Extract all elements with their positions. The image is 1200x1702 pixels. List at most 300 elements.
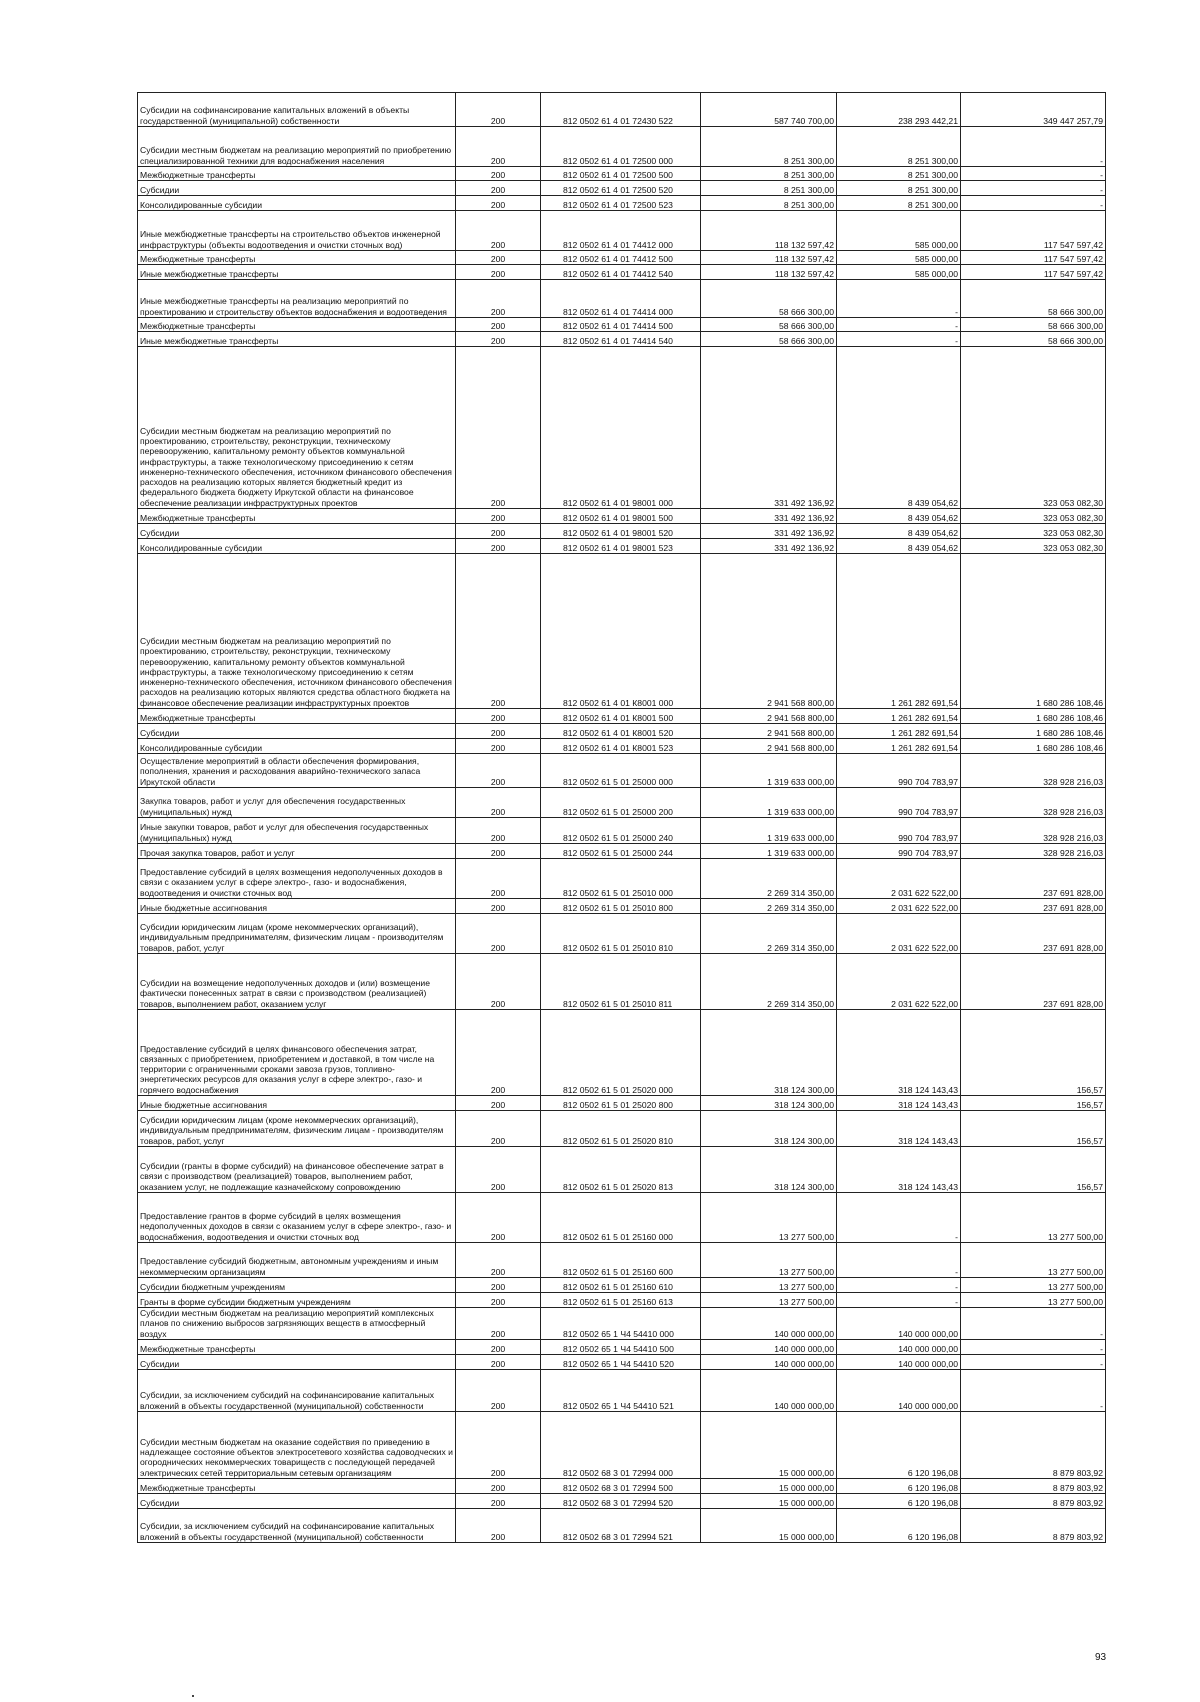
row-line-code: 200 (456, 1493, 541, 1508)
row-unexecuted-amount: 156,57 (961, 1111, 1106, 1147)
row-budget-code: 812 0502 61 4 01 К8001 523 (541, 739, 701, 754)
row-approved-amount: 318 124 300,00 (701, 1111, 837, 1147)
row-name: Межбюджетные трансферты (138, 318, 456, 332)
row-approved-amount: 331 492 136,92 (701, 347, 837, 509)
table-row (138, 332, 1106, 347)
row-budget-code: 812 0502 61 5 01 25160 600 (541, 1243, 701, 1278)
row-unexecuted-amount: 156,57 (961, 1096, 1106, 1111)
row-unexecuted-amount: 323 053 082,30 (961, 539, 1106, 554)
table-row (138, 1243, 1106, 1278)
row-executed-amount: 318 124 143,43 (837, 1111, 961, 1147)
row-name: Субсидии, за исключением субсидий на софинансирование капитальных вложений в объекты государственной (муниципальной) собственности (138, 1508, 456, 1542)
table-row (138, 754, 1106, 788)
row-name: Субсидии (138, 1493, 456, 1508)
row-name: Субсидии юридическим лицам (кроме некоммерческих организаций), индивидуальным предпринимателям, физическим лицам - производителям товаров, работ, услуг (138, 914, 456, 954)
row-name: Субсидии (гранты в форме субсидий) на финансовое обеспечение затрат в связи с производством (реализацией) товаров, выполнением работ, оказанием услуг, не подлежащие казначейскому сопровождению (138, 1147, 456, 1193)
row-name: Субсидии (138, 724, 456, 739)
row-executed-amount: - (837, 318, 961, 332)
row-approved-amount: 8 251 300,00 (701, 127, 837, 167)
row-budget-code: 812 0502 61 5 01 25000 240 (541, 818, 701, 844)
row-approved-amount: 2 269 314 350,00 (701, 899, 837, 914)
row-name: Межбюджетные трансферты (138, 1339, 456, 1354)
row-approved-amount: 318 124 300,00 (701, 1147, 837, 1193)
row-approved-amount: 2 269 314 350,00 (701, 954, 837, 1010)
scan-artifact (192, 1695, 194, 1697)
row-executed-amount: 140 000 000,00 (837, 1308, 961, 1340)
row-budget-code: 812 0502 61 4 01 98001 523 (541, 539, 701, 554)
row-budget-code: 812 0502 61 4 01 72430 522 (541, 93, 701, 127)
table-row (138, 539, 1106, 554)
row-executed-amount: 585 000,00 (837, 251, 961, 265)
row-executed-amount: 6 120 196,08 (837, 1411, 961, 1478)
row-approved-amount: 2 941 568 800,00 (701, 724, 837, 739)
table-row (138, 251, 1106, 265)
row-line-code: 200 (456, 332, 541, 347)
row-line-code: 200 (456, 181, 541, 196)
row-name: Межбюджетные трансферты (138, 1478, 456, 1493)
row-approved-amount: 15 000 000,00 (701, 1493, 837, 1508)
row-unexecuted-amount: 237 691 828,00 (961, 859, 1106, 899)
row-unexecuted-amount: 117 547 597,42 (961, 265, 1106, 280)
row-name: Консолидированные субсидии (138, 739, 456, 754)
row-approved-amount: 13 277 500,00 (701, 1193, 837, 1243)
row-name: Иные межбюджетные трансферты на реализацию мероприятий по проектированию и строительству объектов водоснабжения и водоотведения (138, 280, 456, 318)
row-name: Предоставление субсидий бюджетным, автономным учреждениям и иным некоммерческим организациям (138, 1243, 456, 1278)
row-unexecuted-amount: 58 666 300,00 (961, 280, 1106, 318)
row-budget-code: 812 0502 61 4 01 98001 000 (541, 347, 701, 509)
row-approved-amount: 2 269 314 350,00 (701, 914, 837, 954)
row-approved-amount: 1 319 633 000,00 (701, 818, 837, 844)
row-executed-amount: 8 251 300,00 (837, 196, 961, 211)
row-unexecuted-amount: 328 928 216,03 (961, 844, 1106, 859)
row-executed-amount: 585 000,00 (837, 265, 961, 280)
table-row (138, 1308, 1106, 1340)
row-approved-amount: 8 251 300,00 (701, 181, 837, 196)
row-approved-amount: 58 666 300,00 (701, 280, 837, 318)
row-line-code: 200 (456, 1354, 541, 1369)
row-budget-code: 812 0502 61 5 01 25010 810 (541, 914, 701, 954)
row-unexecuted-amount: - (961, 127, 1106, 167)
row-executed-amount: 318 124 143,43 (837, 1147, 961, 1193)
row-name: Субсидии, за исключением субсидий на софинансирование капитальных вложений в объекты государственной (муниципальной) собственности (138, 1369, 456, 1411)
row-approved-amount: 13 277 500,00 (701, 1243, 837, 1278)
row-line-code: 200 (456, 1278, 541, 1293)
row-unexecuted-amount: 237 691 828,00 (961, 954, 1106, 1010)
row-budget-code: 812 0502 61 5 01 25010 811 (541, 954, 701, 1010)
row-line-code: 200 (456, 724, 541, 739)
table-row (138, 788, 1106, 818)
row-executed-amount: - (837, 1293, 961, 1308)
row-unexecuted-amount: 1 680 286 108,46 (961, 739, 1106, 754)
row-name: Консолидированные субсидии (138, 539, 456, 554)
row-budget-code: 812 0502 61 5 01 25020 800 (541, 1096, 701, 1111)
row-approved-amount: 15 000 000,00 (701, 1478, 837, 1493)
row-unexecuted-amount: - (961, 196, 1106, 211)
row-unexecuted-amount: - (961, 1308, 1106, 1340)
table-row (138, 318, 1106, 332)
row-executed-amount: 6 120 196,08 (837, 1478, 961, 1493)
table-row (138, 739, 1106, 754)
row-line-code: 200 (456, 1339, 541, 1354)
row-name: Субсидии местным бюджетам на реализацию мероприятий по приобретению специализированной техники для водоснабжения населения (138, 127, 456, 167)
table-row (138, 1147, 1106, 1193)
row-line-code: 200 (456, 347, 541, 509)
row-budget-code: 812 0502 61 4 01 74412 500 (541, 251, 701, 265)
row-executed-amount: 1 261 282 691,54 (837, 739, 961, 754)
row-unexecuted-amount: - (961, 1339, 1106, 1354)
row-budget-code: 812 0502 65 1 Ч4 54410 000 (541, 1308, 701, 1340)
row-unexecuted-amount: 323 053 082,30 (961, 524, 1106, 539)
row-name: Субсидии местным бюджетам на реализацию мероприятий комплексных планов по снижению выбросов загрязняющих веществ в атмосферный воздух (138, 1308, 456, 1340)
row-unexecuted-amount: 13 277 500,00 (961, 1193, 1106, 1243)
row-unexecuted-amount: 8 879 803,92 (961, 1411, 1106, 1478)
row-executed-amount: - (837, 1193, 961, 1243)
row-name: Иные межбюджетные трансферты (138, 332, 456, 347)
row-line-code: 200 (456, 524, 541, 539)
row-name: Субсидии юридическим лицам (кроме некоммерческих организаций), индивидуальным предпринимателям, физическим лицам - производителям товаров, работ, услуг (138, 1111, 456, 1147)
row-executed-amount: 238 293 442,21 (837, 93, 961, 127)
row-line-code: 200 (456, 818, 541, 844)
row-executed-amount: 8 439 054,62 (837, 347, 961, 509)
table-row (138, 709, 1106, 724)
budget-execution-table (137, 92, 1106, 1543)
row-unexecuted-amount: 8 879 803,92 (961, 1508, 1106, 1542)
row-budget-code: 812 0502 61 4 01 К8001 520 (541, 724, 701, 739)
row-approved-amount: 8 251 300,00 (701, 196, 837, 211)
row-line-code: 200 (456, 1010, 541, 1096)
row-executed-amount: 8 439 054,62 (837, 509, 961, 524)
table-row (138, 899, 1106, 914)
row-executed-amount: - (837, 1243, 961, 1278)
row-unexecuted-amount: 328 928 216,03 (961, 788, 1106, 818)
row-budget-code: 812 0502 61 5 01 25010 800 (541, 899, 701, 914)
row-budget-code: 812 0502 61 5 01 25000 200 (541, 788, 701, 818)
row-executed-amount: 990 704 783,97 (837, 788, 961, 818)
row-budget-code: 812 0502 61 4 01 К8001 000 (541, 554, 701, 709)
row-budget-code: 812 0502 65 1 Ч4 54410 500 (541, 1339, 701, 1354)
row-line-code: 200 (456, 539, 541, 554)
row-name: Межбюджетные трансферты (138, 251, 456, 265)
row-executed-amount: 585 000,00 (837, 211, 961, 251)
row-executed-amount: 140 000 000,00 (837, 1369, 961, 1411)
row-budget-code: 812 0502 65 1 Ч4 54410 521 (541, 1369, 701, 1411)
row-unexecuted-amount: 237 691 828,00 (961, 899, 1106, 914)
row-name: Прочая закупка товаров, работ и услуг (138, 844, 456, 859)
row-executed-amount: - (837, 1278, 961, 1293)
row-approved-amount: 140 000 000,00 (701, 1369, 837, 1411)
table-row (138, 1193, 1106, 1243)
row-approved-amount: 1 319 633 000,00 (701, 788, 837, 818)
row-approved-amount: 2 941 568 800,00 (701, 709, 837, 724)
row-approved-amount: 8 251 300,00 (701, 167, 837, 181)
table-row (138, 1493, 1106, 1508)
row-budget-code: 812 0502 61 5 01 25160 610 (541, 1278, 701, 1293)
row-line-code: 200 (456, 167, 541, 181)
row-budget-code: 812 0502 68 3 01 72994 500 (541, 1478, 701, 1493)
row-budget-code: 812 0502 61 4 01 72500 523 (541, 196, 701, 211)
row-budget-code: 812 0502 61 5 01 25160 613 (541, 1293, 701, 1308)
row-budget-code: 812 0502 61 5 01 25020 810 (541, 1111, 701, 1147)
row-budget-code: 812 0502 61 4 01 72500 000 (541, 127, 701, 167)
row-unexecuted-amount: 237 691 828,00 (961, 914, 1106, 954)
page-number: 93 (1095, 1652, 1107, 1663)
row-executed-amount: 318 124 143,43 (837, 1096, 961, 1111)
row-line-code: 200 (456, 899, 541, 914)
row-name: Межбюджетные трансферты (138, 509, 456, 524)
row-approved-amount: 1 319 633 000,00 (701, 844, 837, 859)
table-row (138, 818, 1106, 844)
row-line-code: 200 (456, 1147, 541, 1193)
row-budget-code: 812 0502 61 4 01 74414 500 (541, 318, 701, 332)
row-budget-code: 812 0502 65 1 Ч4 54410 520 (541, 1354, 701, 1369)
row-approved-amount: 118 132 597,42 (701, 211, 837, 251)
row-name: Субсидии на софинансирование капитальных вложений в объекты государственной (муниципальной) собственности (138, 93, 456, 127)
row-executed-amount: 6 120 196,08 (837, 1508, 961, 1542)
row-name: Межбюджетные трансферты (138, 709, 456, 724)
table-row (138, 127, 1106, 167)
row-approved-amount: 58 666 300,00 (701, 332, 837, 347)
row-approved-amount: 13 277 500,00 (701, 1293, 837, 1308)
row-name: Осуществление мероприятий в области обеспечения формирования, пополнения, хранения и расходования аварийно-технического запаса Иркутской области (138, 754, 456, 788)
row-unexecuted-amount: 13 277 500,00 (961, 1293, 1106, 1308)
row-approved-amount: 2 941 568 800,00 (701, 739, 837, 754)
row-budget-code: 812 0502 61 5 01 25020 000 (541, 1010, 701, 1096)
row-approved-amount: 13 277 500,00 (701, 1278, 837, 1293)
row-executed-amount: 140 000 000,00 (837, 1354, 961, 1369)
row-budget-code: 812 0502 61 5 01 25010 000 (541, 859, 701, 899)
row-unexecuted-amount: - (961, 1354, 1106, 1369)
row-line-code: 200 (456, 509, 541, 524)
row-line-code: 200 (456, 1478, 541, 1493)
row-budget-code: 812 0502 61 5 01 25160 000 (541, 1193, 701, 1243)
row-budget-code: 812 0502 61 4 01 74414 000 (541, 280, 701, 318)
row-line-code: 200 (456, 280, 541, 318)
row-name: Субсидии (138, 1354, 456, 1369)
row-unexecuted-amount: - (961, 181, 1106, 196)
row-unexecuted-amount: 156,57 (961, 1147, 1106, 1193)
row-executed-amount: - (837, 280, 961, 318)
row-line-code: 200 (456, 954, 541, 1010)
row-line-code: 200 (456, 251, 541, 265)
row-line-code: 200 (456, 196, 541, 211)
row-line-code: 200 (456, 1111, 541, 1147)
row-name: Консолидированные субсидии (138, 196, 456, 211)
row-budget-code: 812 0502 61 5 01 25000 000 (541, 754, 701, 788)
row-unexecuted-amount: 58 666 300,00 (961, 332, 1106, 347)
row-executed-amount: 8 251 300,00 (837, 167, 961, 181)
row-executed-amount: 2 031 622 522,00 (837, 914, 961, 954)
row-name: Субсидии (138, 524, 456, 539)
row-unexecuted-amount: 323 053 082,30 (961, 509, 1106, 524)
row-executed-amount: 8 251 300,00 (837, 127, 961, 167)
table-row (138, 265, 1106, 280)
row-line-code: 200 (456, 93, 541, 127)
row-executed-amount: - (837, 332, 961, 347)
row-name: Межбюджетные трансферты (138, 167, 456, 181)
row-name: Иные закупки товаров, работ и услуг для обеспечения государственных (муниципальных) нужд (138, 818, 456, 844)
row-name: Субсидии местным бюджетам на реализацию мероприятий по проектированию, строительству, реконструкции, техническому перевооружению, капитальному ремонту объектов коммунальной инфраструктуры, а также технологическому присоединению к сетям инженерно-технического обеспечения, источником финансового обеспечения расходов на реализацию которых является бюджетный кредит из федерального бюджета бюджету Иркутской области на финансовое обеспечение реализации инфраструктурных проектов (138, 347, 456, 509)
row-budget-code: 812 0502 61 5 01 25020 813 (541, 1147, 701, 1193)
row-line-code: 200 (456, 739, 541, 754)
row-unexecuted-amount: 8 879 803,92 (961, 1493, 1106, 1508)
row-line-code: 200 (456, 859, 541, 899)
row-executed-amount: 990 704 783,97 (837, 844, 961, 859)
row-executed-amount: 1 261 282 691,54 (837, 709, 961, 724)
row-approved-amount: 318 124 300,00 (701, 1010, 837, 1096)
row-approved-amount: 587 740 700,00 (701, 93, 837, 127)
row-unexecuted-amount: 1 680 286 108,46 (961, 724, 1106, 739)
row-line-code: 200 (456, 914, 541, 954)
row-budget-code: 812 0502 61 5 01 25000 244 (541, 844, 701, 859)
row-unexecuted-amount: 1 680 286 108,46 (961, 554, 1106, 709)
row-executed-amount: 2 031 622 522,00 (837, 859, 961, 899)
row-budget-code: 812 0502 61 4 01 74412 540 (541, 265, 701, 280)
row-budget-code: 812 0502 61 4 01 К8001 500 (541, 709, 701, 724)
row-name: Гранты в форме субсидии бюджетным учреждениям (138, 1293, 456, 1308)
table-row (138, 1411, 1106, 1478)
row-approved-amount: 331 492 136,92 (701, 509, 837, 524)
table-row (138, 93, 1106, 127)
table-row (138, 1508, 1106, 1542)
row-executed-amount: 8 439 054,62 (837, 539, 961, 554)
row-name: Иные межбюджетные трансферты на строительство объектов инженерной инфраструктуры (объекты водоотведения и очистки сточных вод) (138, 211, 456, 251)
row-line-code: 200 (456, 127, 541, 167)
row-unexecuted-amount: 349 447 257,79 (961, 93, 1106, 127)
row-line-code: 200 (456, 1369, 541, 1411)
row-budget-code: 812 0502 61 4 01 98001 520 (541, 524, 701, 539)
row-unexecuted-amount: 328 928 216,03 (961, 754, 1106, 788)
row-line-code: 200 (456, 709, 541, 724)
table-row (138, 554, 1106, 709)
table-row (138, 524, 1106, 539)
table-row (138, 1010, 1106, 1096)
row-name: Субсидии на возмещение недополученных доходов и (или) возмещение фактически понесенных затрат в связи с производством (реализацией) товаров, выполнением работ, оказанием услуг (138, 954, 456, 1010)
table-row (138, 509, 1106, 524)
row-executed-amount: 2 031 622 522,00 (837, 899, 961, 914)
row-unexecuted-amount: 58 666 300,00 (961, 318, 1106, 332)
row-name: Субсидии местным бюджетам на реализацию мероприятий по проектированию, строительству, реконструкции, техническому перевооружению, капитальному ремонту объектов коммунальной инфраструктуры, а также технологическому присоединению к сетям инженерно-технического обеспечения, источником финансового обеспечения расходов на реализацию которых являются средства областного бюджета на финансовое обеспечение реализации инфраструктурных проектов (138, 554, 456, 709)
row-approved-amount: 1 319 633 000,00 (701, 754, 837, 788)
row-budget-code: 812 0502 68 3 01 72994 520 (541, 1493, 701, 1508)
row-unexecuted-amount: 328 928 216,03 (961, 818, 1106, 844)
table-row (138, 1111, 1106, 1147)
row-line-code: 200 (456, 1243, 541, 1278)
row-unexecuted-amount: - (961, 167, 1106, 181)
row-line-code: 200 (456, 844, 541, 859)
row-executed-amount: 2 031 622 522,00 (837, 954, 961, 1010)
row-line-code: 200 (456, 788, 541, 818)
table-row (138, 347, 1106, 509)
row-executed-amount: 6 120 196,08 (837, 1493, 961, 1508)
row-approved-amount: 118 132 597,42 (701, 265, 837, 280)
row-unexecuted-amount: 117 547 597,42 (961, 211, 1106, 251)
row-line-code: 200 (456, 211, 541, 251)
table-row (138, 1293, 1106, 1308)
row-approved-amount: 2 269 314 350,00 (701, 859, 837, 899)
row-name: Субсидии (138, 181, 456, 196)
row-line-code: 200 (456, 554, 541, 709)
table-row (138, 844, 1106, 859)
table-row (138, 167, 1106, 181)
row-unexecuted-amount: 13 277 500,00 (961, 1278, 1106, 1293)
table-row (138, 1339, 1106, 1354)
row-approved-amount: 140 000 000,00 (701, 1339, 837, 1354)
row-line-code: 200 (456, 754, 541, 788)
row-approved-amount: 331 492 136,92 (701, 539, 837, 554)
row-executed-amount: 318 124 143,43 (837, 1010, 961, 1096)
row-approved-amount: 331 492 136,92 (701, 524, 837, 539)
table-row (138, 196, 1106, 211)
row-line-code: 200 (456, 1193, 541, 1243)
table-row (138, 1354, 1106, 1369)
table-row (138, 1478, 1106, 1493)
row-budget-code: 812 0502 61 4 01 72500 500 (541, 167, 701, 181)
table-row (138, 954, 1106, 1010)
table-row (138, 1096, 1106, 1111)
row-approved-amount: 318 124 300,00 (701, 1096, 837, 1111)
table-row (138, 1369, 1106, 1411)
row-line-code: 200 (456, 1508, 541, 1542)
table-row (138, 181, 1106, 196)
row-name: Иные межбюджетные трансферты (138, 265, 456, 280)
row-line-code: 200 (456, 1411, 541, 1478)
table-row (138, 724, 1106, 739)
row-line-code: 200 (456, 318, 541, 332)
row-unexecuted-amount: - (961, 1369, 1106, 1411)
row-unexecuted-amount: 117 547 597,42 (961, 251, 1106, 265)
row-approved-amount: 58 666 300,00 (701, 318, 837, 332)
row-executed-amount: 1 261 282 691,54 (837, 554, 961, 709)
row-name: Субсидии бюджетным учреждениям (138, 1278, 456, 1293)
row-name: Иные бюджетные ассигнования (138, 899, 456, 914)
row-unexecuted-amount: 13 277 500,00 (961, 1243, 1106, 1278)
row-name: Закупка товаров, работ и услуг для обеспечения государственных (муниципальных) нужд (138, 788, 456, 818)
row-executed-amount: 1 261 282 691,54 (837, 724, 961, 739)
row-unexecuted-amount: 1 680 286 108,46 (961, 709, 1106, 724)
row-executed-amount: 990 704 783,97 (837, 754, 961, 788)
row-line-code: 200 (456, 265, 541, 280)
row-budget-code: 812 0502 61 4 01 74414 540 (541, 332, 701, 347)
table-row (138, 280, 1106, 318)
row-line-code: 200 (456, 1293, 541, 1308)
table-body (138, 93, 1106, 1543)
row-budget-code: 812 0502 68 3 01 72994 521 (541, 1508, 701, 1542)
row-approved-amount: 118 132 597,42 (701, 251, 837, 265)
row-line-code: 200 (456, 1308, 541, 1340)
row-unexecuted-amount: 8 879 803,92 (961, 1478, 1106, 1493)
row-name: Предоставление грантов в форме субсидий в целях возмещения недополученных доходов в связи с оказанием услуг в сфере электро-, газо- и водоснабжения, водоотведения и очистки сточных вод (138, 1193, 456, 1243)
row-unexecuted-amount: 323 053 082,30 (961, 347, 1106, 509)
row-name: Предоставление субсидий в целях возмещения недополученных доходов в связи с оказанием услуг в сфере электро-, газо- и водоснабжения, водоотведения и очистки сточных вод (138, 859, 456, 899)
row-name: Субсидии местным бюджетам на оказание содействия по приведению в надлежащее состояние объектов электросетевого хозяйства садоводческих и огороднических некоммерческих товариществ с последующей передачей электрических сетей территориальным сетевым организациям (138, 1411, 456, 1478)
table-row (138, 859, 1106, 899)
table-row (138, 914, 1106, 954)
row-executed-amount: 140 000 000,00 (837, 1339, 961, 1354)
row-approved-amount: 15 000 000,00 (701, 1411, 837, 1478)
row-executed-amount: 990 704 783,97 (837, 818, 961, 844)
row-executed-amount: 8 439 054,62 (837, 524, 961, 539)
row-line-code: 200 (456, 1096, 541, 1111)
row-budget-code: 812 0502 61 4 01 72500 520 (541, 181, 701, 196)
row-approved-amount: 2 941 568 800,00 (701, 554, 837, 709)
table-row (138, 211, 1106, 251)
row-approved-amount: 140 000 000,00 (701, 1308, 837, 1340)
row-budget-code: 812 0502 61 4 01 74412 000 (541, 211, 701, 251)
table-row (138, 1278, 1106, 1293)
row-budget-code: 812 0502 68 3 01 72994 000 (541, 1411, 701, 1478)
row-approved-amount: 15 000 000,00 (701, 1508, 837, 1542)
row-budget-code: 812 0502 61 4 01 98001 500 (541, 509, 701, 524)
